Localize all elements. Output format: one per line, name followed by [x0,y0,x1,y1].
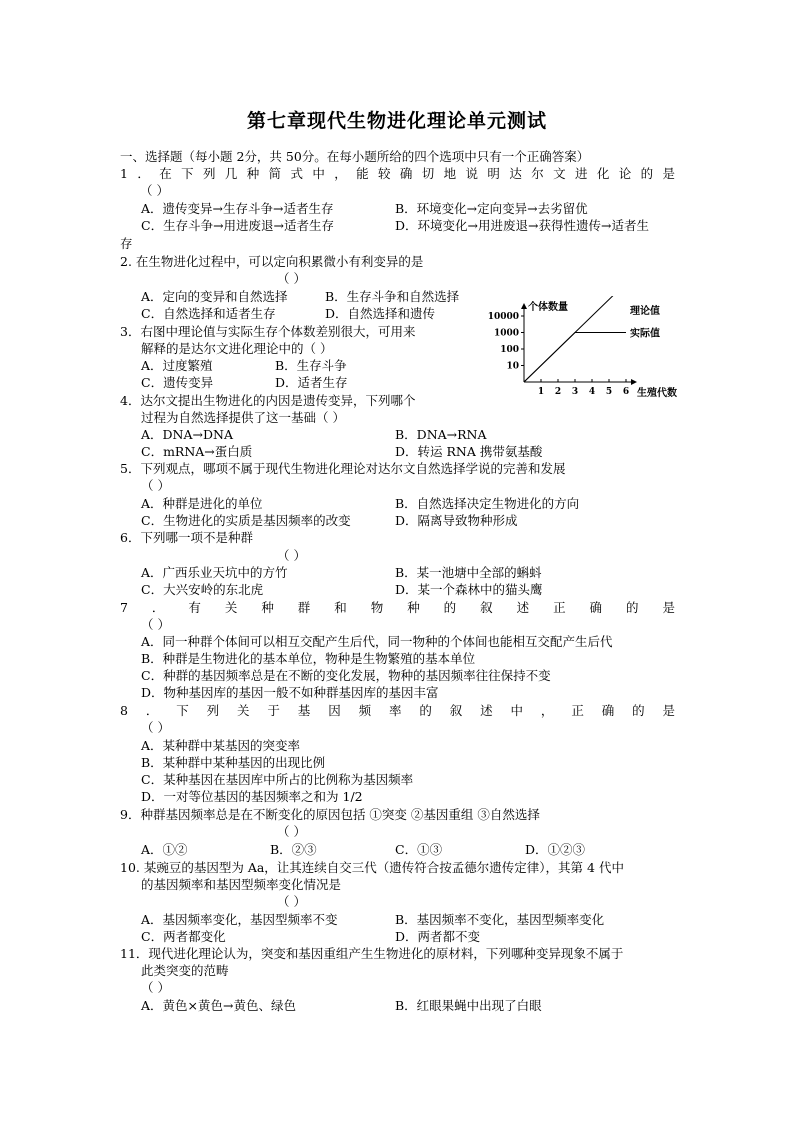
q9-option-a: A．①② [141,842,188,857]
y-tick-label: 10000 [488,312,519,322]
q11-option-b: B．红眼果蝇中出现了白眼 [395,998,542,1013]
q6-option-b: B．某一池塘中全部的蝌蚪 [395,565,542,580]
q6-option-a: A．广西乐业天坑中的方竹 [141,565,288,580]
y-tick-label: 10 [506,361,519,372]
q7-blank: （ ） [141,617,170,632]
q8-option-c: C．某种基因在基因库中所占的比例称为基因频率 [141,772,414,787]
y-axis-label: 个体数量 [528,302,568,313]
q5-option-b: B．自然选择决定生物进化的方向 [395,496,580,511]
q6-option-d: D．某一个森林中的猫头鹰 [395,582,543,597]
q3-stem-line2: 解释的是达尔文进化理论中的（ ） [141,341,333,356]
q1-option-c: C．生存斗争→用进废退→适者生存 [141,218,335,233]
q8-option-d: D．一对等位基因的基因频率之和为 1/2 [141,789,363,804]
x-tick-label: 1 [537,387,545,397]
q9-stem: 9．种群基因频率总是在不断变化的原因包括 ①突变 ②基因重组 ③自然选择 [120,807,540,822]
y-tick-label: 1000 [493,328,519,339]
q9-option-b: B．②③ [270,842,317,857]
q7-option-c: C．种群的基因频率总是在不断的变化发展，物种的基因频率往往保持不变 [141,668,551,683]
q9-option-c: C．①③ [395,842,443,857]
q7-option-d: D．物种基因库的基因一般不如种群基因库的基因丰富 [141,685,439,700]
q4-option-c: C．mRNA→蛋白质 [141,444,253,459]
q11-stem-line2: 此类突变的范畴 [141,963,229,978]
x-tick-label: 6 [622,387,630,397]
q1-option-d-wrap: 存 [120,236,133,251]
q11-stem-line1: 11．现代进化理论认为，突变和基因重组产生生物进化的原材料，下列哪种变异现象不属于 [120,946,624,961]
q5-option-d: D．隔离导致物种形成 [395,513,518,528]
q3-option-d: D．适者生存 [275,375,348,390]
q7-stem: 7．有关种群和物种的叙述正确的是 [120,600,675,615]
q8-stem: 8．下列关于基因频率的叙述中，正确的是 [120,703,675,718]
q9-option-d: D．①②③ [525,842,586,857]
q2-stem: 2. 在生物进化过程中，可以定向积累微小有利变异的是 [120,254,424,269]
q1-option-a: A．遗传变异→生存斗争→适者生存 [141,201,334,216]
q8-option-b: B．某种群中某种基因的出现比例 [141,755,326,770]
x-axis-label: 生殖代数 [637,388,677,399]
q7-option-b: B．种群是生物进化的基本单位，物种是生物繁殖的基本单位 [141,651,476,666]
q10-option-d: D．两者都不变 [395,929,481,944]
section-heading: 一、选择题（每小题 2分，共 50分。在每小题所给的四个选项中只有一个正确答案） [120,149,590,164]
population-chart [488,296,688,400]
q6-blank: （ ） [277,548,306,563]
q10-blank: （ ） [277,894,306,909]
page-title: 第七章现代生物进化理论单元测试 [246,110,547,132]
x-tick-label: 3 [571,387,579,397]
series-label: 实际值 [630,328,660,340]
q5-option-a: A．种群是进化的单位 [141,496,263,511]
q4-option-b: B．DNA→RNA [395,427,487,442]
q2-option-a: A．定向的变异和自然选择 [141,289,288,304]
q5-stem: 5．下列观点，哪项不属于现代生物进化理论对达尔文自然选择学说的完善和发展 [120,461,566,476]
x-tick-label: 4 [588,387,596,397]
q10-option-a: A．基因频率变化，基因型频率不变 [141,912,338,927]
q10-stem-line1: 10. 某豌豆的基因型为 Aa，让其连续自交三代（遗传符合按孟德尔遗传定律），其第 4 代中 [120,860,624,875]
q3-option-a: A．过度繁殖 [141,358,213,373]
q11-option-a: A．黄色×黄色→黄色、绿色 [141,998,296,1013]
q1-option-b: B．环境变化→定向变异→去劣留优 [395,201,588,216]
q4-option-d: D．转运 RNA 携带氨基酸 [395,444,543,459]
series-label: 理论值 [630,306,660,317]
q5-blank: （ ） [141,478,170,493]
q1-option-d: D．环境变化→用进废退→获得性遗传→适者生 [395,218,649,233]
q9-blank: （ ） [277,824,306,839]
q11-blank: （ ） [141,980,170,995]
x-tick-label: 2 [554,387,562,397]
q1-blank: （ ） [140,183,169,198]
q10-stem-line2: 的基因频率和基因型频率变化情况是 [141,877,342,892]
q1-stem: 1．在下列几种简式中，能较确切地说明达尔文进化论的是 [120,166,675,181]
q4-stem-line1: 4．达尔文提出生物进化的内因是遗传变异，下列哪个 [120,393,416,408]
q3-stem-line1: 3．右图中理论值与实际生存个体数差别很大，可用来 [120,324,416,339]
q5-option-c: C．生物进化的实质是基因频率的改变 [141,513,351,528]
series-line-actual [524,333,626,383]
q2-option-d: D．自然选择和遗传 [325,306,436,321]
q10-option-b: B．基因频率不变化，基因型频率变化 [395,912,605,927]
q6-stem: 6．下列哪一项不是种群 [120,530,253,545]
y-tick-label: 100 [500,345,519,355]
x-tick-label: 5 [605,387,613,397]
q6-option-c: C．大兴安岭的东北虎 [141,582,264,597]
q2-option-b: B．生存斗争和自然选择 [325,289,460,304]
q10-option-c: C．两者都变化 [141,929,226,944]
q2-option-c: C．自然选择和适者生存 [141,306,276,321]
q3-option-b: B．生存斗争 [275,358,347,373]
q3-option-c: C．遗传变异 [141,375,214,390]
q7-option-a: A．同一种群个体间可以相互交配产生后代，同一物种的个体间也能相互交配产生后代 [141,634,613,649]
q2-blank: （ ） [277,271,306,286]
q4-option-a: A．DNA→DNA [141,427,233,442]
q4-stem-line2: 过程为自然选择提供了这一基础（ ） [141,410,345,425]
q8-option-a: A．某种群中某基因的突变率 [141,738,301,753]
q8-blank: （ ） [141,720,170,735]
